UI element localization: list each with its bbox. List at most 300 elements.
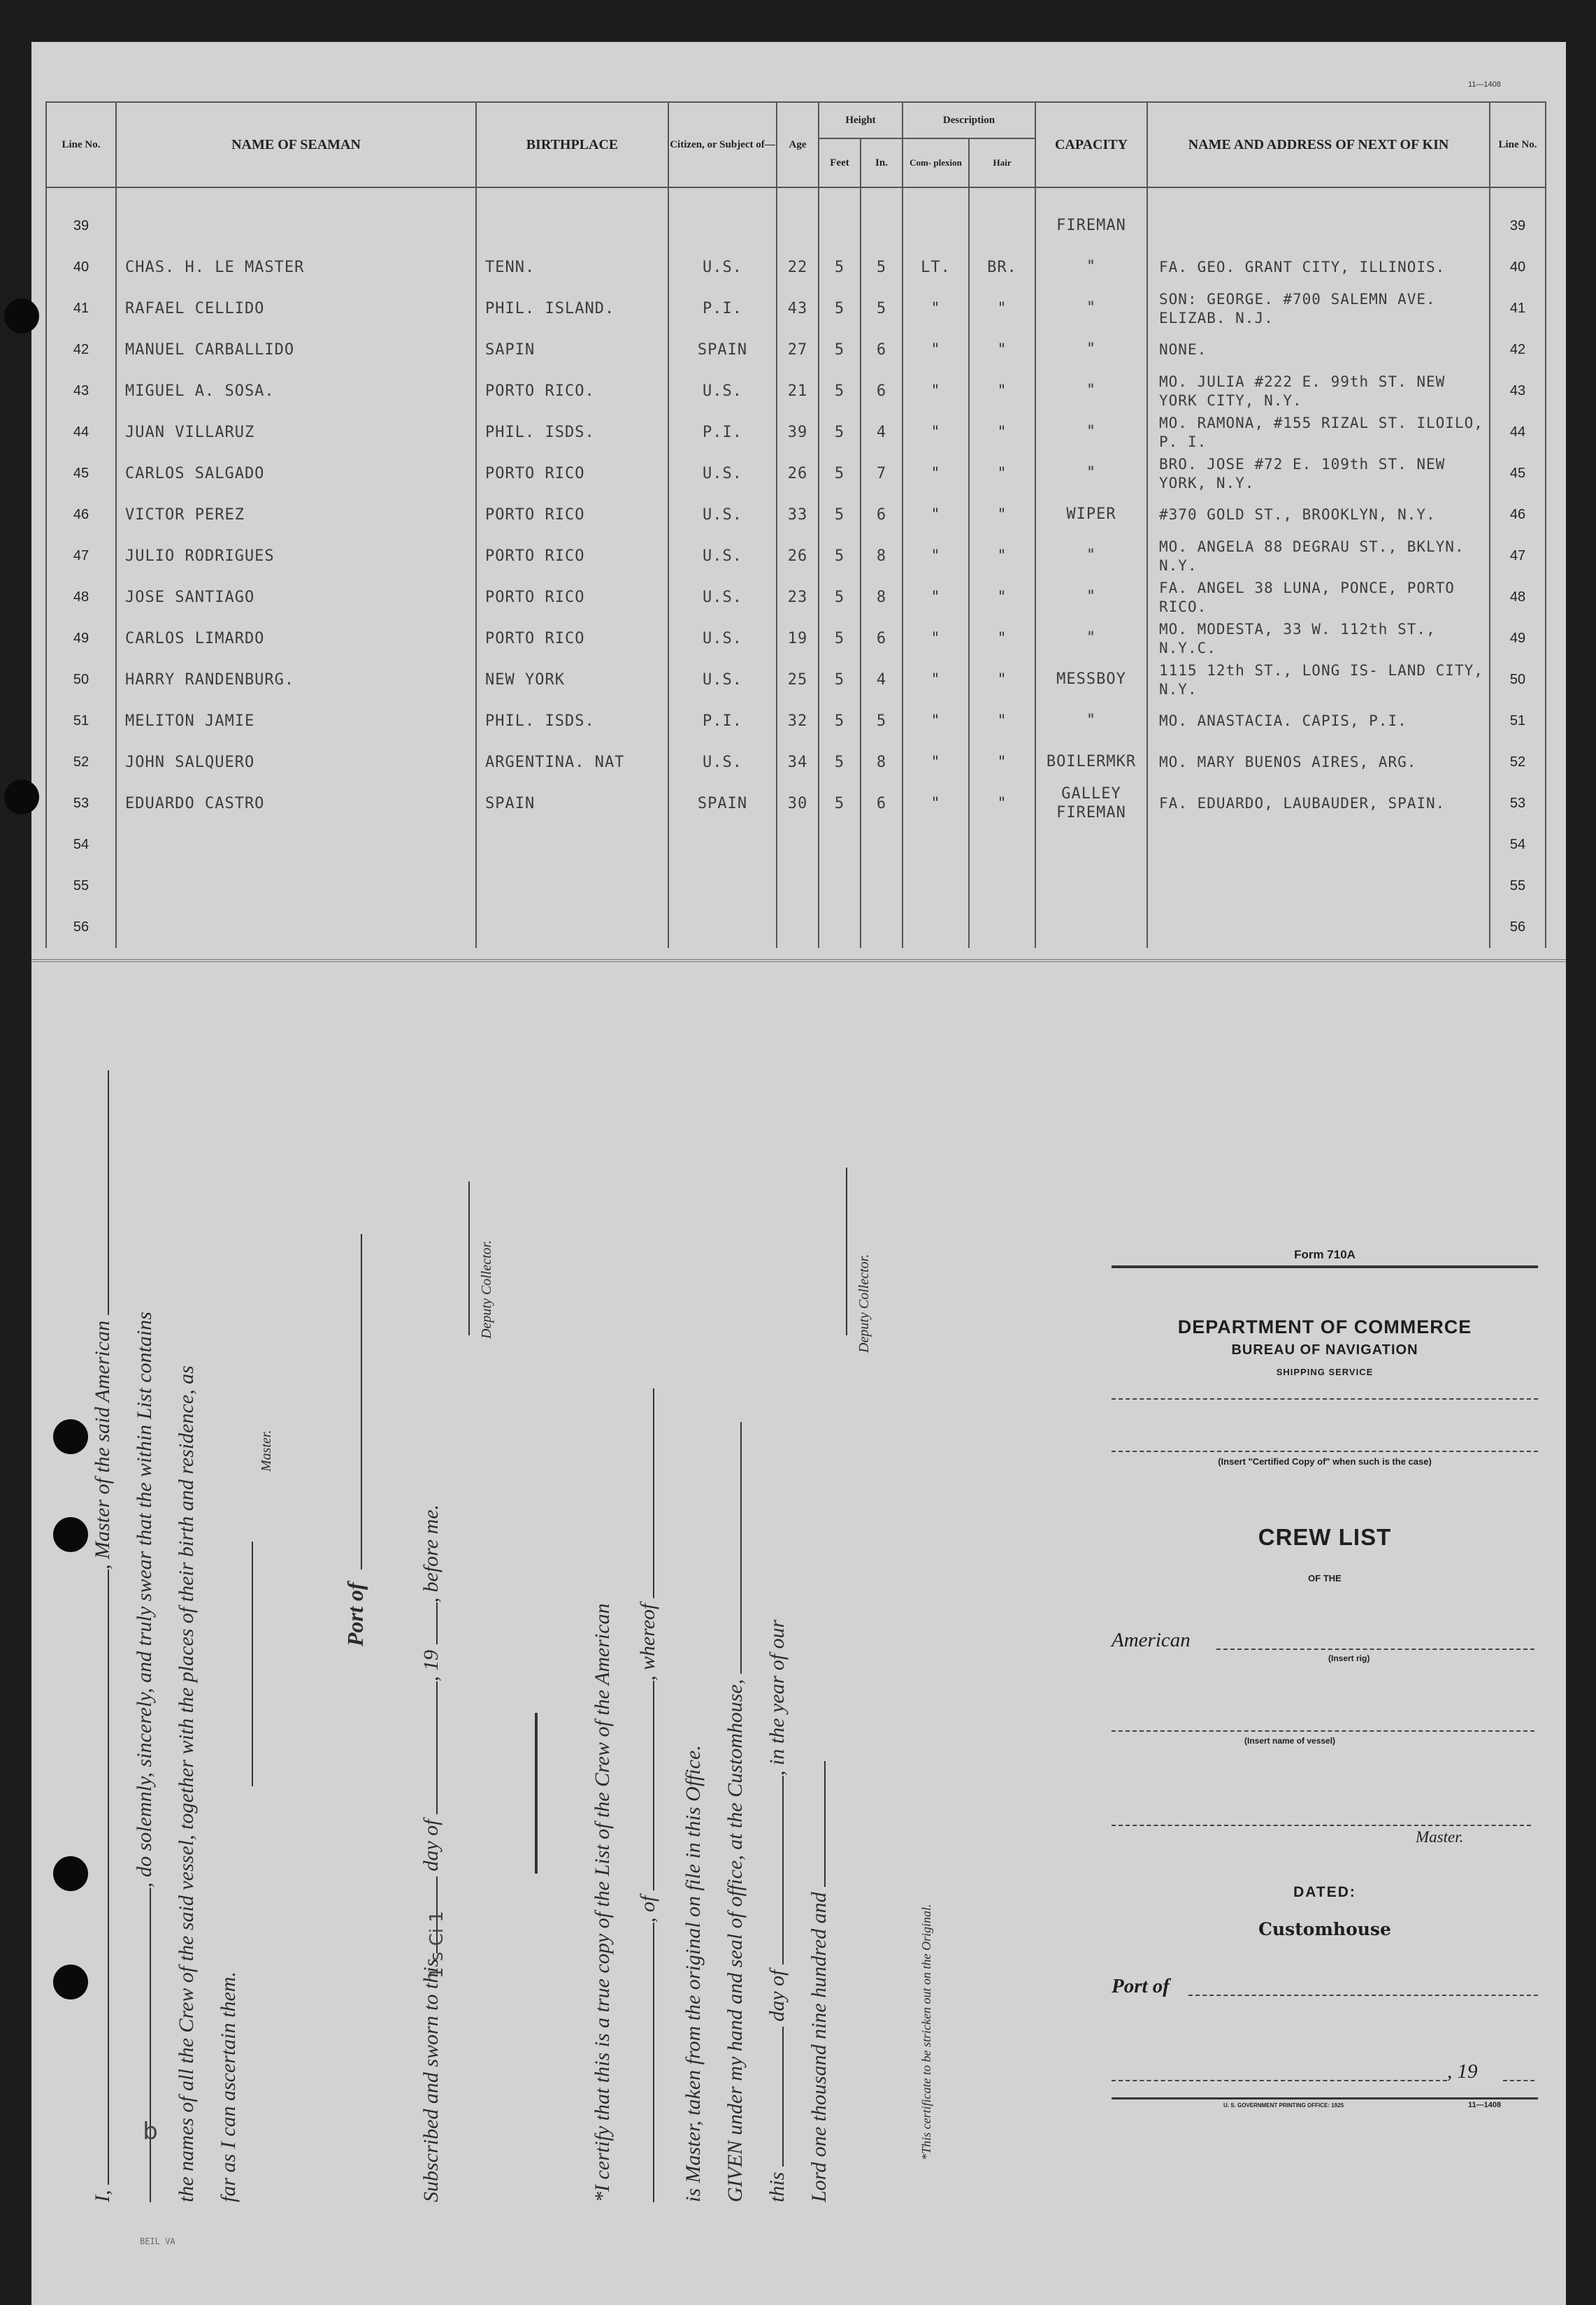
complexion: " <box>903 536 969 577</box>
master-label: Master. <box>259 1430 274 1472</box>
vessel-blank <box>108 1070 109 1315</box>
dated-label: DATED: <box>1293 1884 1356 1900</box>
height-inches: 5 <box>861 247 903 288</box>
age: 43 <box>777 288 819 329</box>
hair: " <box>969 494 1035 536</box>
table-row <box>46 536 1546 577</box>
header-hair: Hair <box>969 138 1035 187</box>
hair: " <box>969 371 1035 412</box>
hair: " <box>969 536 1035 577</box>
hair <box>969 907 1035 948</box>
table-row <box>46 783 1546 824</box>
line-number: 55 <box>46 866 116 907</box>
height-feet: 5 <box>819 329 861 371</box>
height-inches: 6 <box>861 371 903 412</box>
birthplace: SPAIN <box>476 783 668 824</box>
header-inches: In. <box>861 138 903 187</box>
next-of-kin: MO. ANASTACIA. CAPIS, P.I. <box>1147 701 1490 742</box>
capacity <box>1035 866 1147 907</box>
citizenship <box>668 206 777 247</box>
complexion <box>903 866 969 907</box>
height-inches: 4 <box>861 659 903 701</box>
table-row <box>46 494 1546 536</box>
next-of-kin: FA. ANGEL 38 LUNA, PONCE, PORTO RICO. <box>1147 577 1490 618</box>
height-inches: 6 <box>861 329 903 371</box>
hair: " <box>969 288 1035 329</box>
header-height: Height <box>819 102 903 138</box>
age: 30 <box>777 783 819 824</box>
complexion: " <box>903 329 969 371</box>
capacity: " <box>1035 453 1147 494</box>
height-inches: 8 <box>861 536 903 577</box>
seaman-name: RAFAEL CELLIDO <box>116 288 476 329</box>
table-row <box>46 824 1546 866</box>
citizenship: U.S. <box>668 247 777 288</box>
form-number-top: 11—1408 <box>1468 80 1501 89</box>
next-of-kin: FA. EDUARDO, LAUBAUDER, SPAIN. <box>1147 783 1490 824</box>
line-number-right: 41 <box>1490 288 1546 329</box>
next-of-kin: MO. RAMONA, #155 RIZAL ST. ILOILO, P. I. <box>1147 412 1490 453</box>
seaman-name: CARLOS SALGADO <box>116 453 476 494</box>
complexion: " <box>903 618 969 659</box>
year-blank-2 <box>824 1761 826 1887</box>
height-feet <box>819 824 861 866</box>
complexion: " <box>903 742 969 783</box>
table-row <box>46 577 1546 618</box>
form-number-bottom: 11—1408 <box>1468 2101 1502 2109</box>
line-number-right: 43 <box>1490 371 1546 412</box>
height-inches: 5 <box>861 701 903 742</box>
complexion: " <box>903 288 969 329</box>
birthplace: PORTO RICO <box>476 536 668 577</box>
header-feet: Feet <box>819 138 861 187</box>
line-number: 53 <box>46 783 116 824</box>
header-line-no-right: Line No. <box>1490 102 1546 187</box>
height-feet: 5 <box>819 577 861 618</box>
crew-table <box>45 101 1546 948</box>
table-row <box>46 206 1546 247</box>
height-feet: 5 <box>819 742 861 783</box>
capacity: FIREMAN <box>1035 206 1147 247</box>
port-blank <box>361 1234 362 1570</box>
line-number: 39 <box>46 206 116 247</box>
complexion <box>903 206 969 247</box>
master-name-blank-2 <box>653 1388 654 1598</box>
complexion: " <box>903 783 969 824</box>
birthplace: PORTO RICO <box>476 577 668 618</box>
next-of-kin: MO. MODESTA, 33 W. 112th ST., N.Y.C. <box>1147 618 1490 659</box>
line-number-right: 49 <box>1490 618 1546 659</box>
birthplace: PHIL. ISDS. <box>476 701 668 742</box>
complexion <box>903 824 969 866</box>
section-divider <box>31 959 1566 962</box>
citizenship: U.S. <box>668 371 777 412</box>
complexion: " <box>903 577 969 618</box>
next-of-kin: 1115 12th ST., LONG IS- LAND CITY, N.Y. <box>1147 659 1490 701</box>
bureau-title: BUREAU OF NAVIGATION <box>1231 1342 1418 1358</box>
header-next-of-kin: NAME AND ADDRESS OF NEXT OF KIN <box>1147 102 1490 187</box>
separator-rule <box>535 1713 538 1874</box>
this-day-line: this day of , in the year of our <box>765 1619 789 2202</box>
shipping-service: SHIPPING SERVICE <box>1276 1367 1374 1377</box>
age: 33 <box>777 494 819 536</box>
height-inches: 8 <box>861 577 903 618</box>
hair: " <box>969 577 1035 618</box>
header-description: Description <box>903 102 1035 138</box>
line-number-right: 46 <box>1490 494 1546 536</box>
port-line <box>1188 1995 1538 1996</box>
citizenship: U.S. <box>668 494 777 536</box>
hair: BR. <box>969 247 1035 288</box>
complexion <box>903 907 969 948</box>
birthplace: SAPIN <box>476 329 668 371</box>
seaman-name: JOHN SALQUERO <box>116 742 476 783</box>
table-row <box>46 371 1546 412</box>
hair: " <box>969 742 1035 783</box>
age: 23 <box>777 577 819 618</box>
table-row <box>46 701 1546 742</box>
oath-master-text: , Master of the said American <box>91 1320 114 1570</box>
height-inches <box>861 907 903 948</box>
birthplace: PORTO RICO <box>476 453 668 494</box>
citizenship: P.I. <box>668 412 777 453</box>
line-number: 52 <box>46 742 116 783</box>
header-age: Age <box>777 102 819 187</box>
port-blank-2 <box>653 1681 654 1890</box>
seaman-name: MANUEL CARBALLIDO <box>116 329 476 371</box>
punch-hole <box>4 299 39 333</box>
table-row <box>46 742 1546 783</box>
next-of-kin <box>1147 866 1490 907</box>
punch-hole <box>53 1965 88 1999</box>
year-line <box>1503 2080 1534 2081</box>
complexion: " <box>903 371 969 412</box>
port-of-panel-label: Port of <box>1112 1975 1170 1997</box>
punch-hole <box>53 1856 88 1891</box>
complexion: " <box>903 412 969 453</box>
capacity: " <box>1035 618 1147 659</box>
age: 21 <box>777 371 819 412</box>
gpo-imprint: U. S. GOVERNMENT PRINTING OFFICE: 1925 <box>1223 2102 1344 2109</box>
cert-copy-line-2 <box>1112 1451 1538 1452</box>
oath-i: I, <box>91 2190 114 2202</box>
crew-table-body <box>46 187 1546 948</box>
lord-line: Lord one thousand nine hundred and <box>807 1761 831 2202</box>
table-row <box>46 412 1546 453</box>
height-feet: 5 <box>819 453 861 494</box>
complexion: " <box>903 453 969 494</box>
age: 26 <box>777 453 819 494</box>
citizenship <box>668 907 777 948</box>
seaman-name: CARLOS LIMARDO <box>116 618 476 659</box>
panel-bottom-rule <box>1112 2097 1538 2099</box>
line-number: 54 <box>46 824 116 866</box>
hair: " <box>969 659 1035 701</box>
handwritten-scribble: 1 s Ci 1 <box>426 1911 447 1979</box>
age: 27 <box>777 329 819 371</box>
table-row <box>46 618 1546 659</box>
cert-copy-line-1 <box>1112 1398 1538 1400</box>
back-panel <box>1112 1248 1538 2129</box>
birthplace: PHIL. ISDS. <box>476 412 668 453</box>
height-inches: 4 <box>861 412 903 453</box>
next-of-kin: MO. JULIA #222 E. 99th ST. NEW YORK CITY, N.Y. <box>1147 371 1490 412</box>
certificate-footnote: *This certificate to be stricken out on the Original. <box>919 1904 933 2160</box>
line-number-right: 52 <box>1490 742 1546 783</box>
height-inches: 6 <box>861 494 903 536</box>
header-line-no: Line No. <box>46 102 116 187</box>
line-number-right: 53 <box>1490 783 1546 824</box>
complexion: LT. <box>903 247 969 288</box>
oath-line-3: the names of all the Crew of the said vessel, together with the places of their birth and residence, as <box>175 1365 198 2202</box>
seaman-name: JUAN VILLARUZ <box>116 412 476 453</box>
citizenship: U.S. <box>668 659 777 701</box>
birthplace: PORTO RICO <box>476 494 668 536</box>
month-blank <box>436 1681 438 1814</box>
nineteen-label: , 19 <box>1447 2060 1478 2083</box>
height-inches: 6 <box>861 783 903 824</box>
insert-rig-note: (Insert rig) <box>1328 1653 1370 1663</box>
age <box>777 866 819 907</box>
header-name-of-seaman: NAME OF SEAMAN <box>116 102 476 187</box>
table-row <box>46 866 1546 907</box>
birthplace <box>476 824 668 866</box>
table-row <box>46 329 1546 371</box>
punch-hole <box>53 1517 88 1552</box>
height-inches <box>861 824 903 866</box>
collector-signature-line-1 <box>468 1182 470 1335</box>
hair <box>969 866 1035 907</box>
header-complexion: Com- plexion <box>903 138 969 187</box>
given-line: GIVEN under my hand and seal of office, at the Customhouse, <box>724 1422 747 2202</box>
line-number: 49 <box>46 618 116 659</box>
capacity: " <box>1035 577 1147 618</box>
table-row <box>46 659 1546 701</box>
header-birthplace: BIRTHPLACE <box>476 102 668 187</box>
capacity: BOILERMKR <box>1035 742 1147 783</box>
capacity: " <box>1035 247 1147 288</box>
height-feet: 5 <box>819 494 861 536</box>
complexion: " <box>903 494 969 536</box>
handwritten-mark: b <box>143 2118 158 2146</box>
punch-hole <box>4 780 39 814</box>
capacity <box>1035 824 1147 866</box>
complexion: " <box>903 701 969 742</box>
age: 25 <box>777 659 819 701</box>
age: 19 <box>777 618 819 659</box>
next-of-kin: MO. MARY BUENOS AIRES, ARG. <box>1147 742 1490 783</box>
table-row <box>46 247 1546 288</box>
line-number: 43 <box>46 371 116 412</box>
line-number-right: 42 <box>1490 329 1546 371</box>
height-feet <box>819 206 861 247</box>
hair: " <box>969 618 1035 659</box>
age: 39 <box>777 412 819 453</box>
capacity: MESSBOY <box>1035 659 1147 701</box>
seaman-name: JOSE SANTIAGO <box>116 577 476 618</box>
year-blank <box>436 1602 438 1644</box>
age <box>777 907 819 948</box>
capacity: GALLEY FIREMAN <box>1035 783 1147 824</box>
rig-line <box>1216 1649 1534 1650</box>
line-number-right: 44 <box>1490 412 1546 453</box>
hair: " <box>969 329 1035 371</box>
certified-copy-note: (Insert "Certified Copy of" when such is the case) <box>1218 1456 1432 1467</box>
customhouse-label: Customhouse <box>1258 1919 1391 1939</box>
vessel-name-blank-2 <box>653 1923 654 2202</box>
seaman-name <box>116 824 476 866</box>
height-feet: 5 <box>819 536 861 577</box>
line-number: 41 <box>46 288 116 329</box>
line-number: 40 <box>46 247 116 288</box>
age <box>777 206 819 247</box>
hair <box>969 206 1035 247</box>
crew-list-page <box>31 42 1566 2305</box>
height-inches: 7 <box>861 453 903 494</box>
table-row <box>46 907 1546 948</box>
american-label: American <box>1112 1629 1191 1651</box>
capacity: " <box>1035 701 1147 742</box>
hair: " <box>969 701 1035 742</box>
line-number-right: 45 <box>1490 453 1546 494</box>
next-of-kin <box>1147 824 1490 866</box>
table-row <box>46 288 1546 329</box>
next-of-kin: NONE. <box>1147 329 1490 371</box>
height-feet: 5 <box>819 618 861 659</box>
table-row <box>46 453 1546 494</box>
next-of-kin: MO. ANGELA 88 DEGRAU ST., BKLYN. N.Y. <box>1147 536 1490 577</box>
master-line <box>1112 1825 1531 1826</box>
line-number-right: 47 <box>1490 536 1546 577</box>
capacity: " <box>1035 329 1147 371</box>
citizenship: SPAIN <box>668 783 777 824</box>
next-of-kin <box>1147 907 1490 948</box>
height-feet <box>819 866 861 907</box>
deputy-collector-label-2: Deputy Collector. <box>856 1254 872 1353</box>
capacity: " <box>1035 412 1147 453</box>
complexion: " <box>903 659 969 701</box>
height-inches: 8 <box>861 742 903 783</box>
line-number-right: 55 <box>1490 866 1546 907</box>
citizenship: SPAIN <box>668 329 777 371</box>
birthplace: PORTO RICO <box>476 618 668 659</box>
next-of-kin: FA. GEO. GRANT CITY, ILLINOIS. <box>1147 247 1490 288</box>
master-panel-label: Master. <box>1416 1828 1464 1846</box>
table-spacer-row <box>46 187 1546 206</box>
height-inches <box>861 866 903 907</box>
height-feet: 5 <box>819 371 861 412</box>
of-the-label: OF THE <box>1308 1573 1342 1584</box>
deputy-collector-label-1: Deputy Collector. <box>479 1240 494 1339</box>
vessel-name-line <box>1112 1730 1534 1732</box>
header-capacity: CAPACITY <box>1035 102 1147 187</box>
collector-signature-line-2 <box>846 1168 847 1335</box>
line-number-right: 50 <box>1490 659 1546 701</box>
line-number: 51 <box>46 701 116 742</box>
birthplace: NEW YORK <box>476 659 668 701</box>
citizenship: P.I. <box>668 701 777 742</box>
line-number-right: 51 <box>1490 701 1546 742</box>
punch-hole <box>53 1419 88 1454</box>
birthplace <box>476 907 668 948</box>
next-of-kin: BRO. JOSE #72 E. 109th ST. NEW YORK, N.Y. <box>1147 453 1490 494</box>
capacity <box>1035 907 1147 948</box>
age <box>777 824 819 866</box>
hair: " <box>969 783 1035 824</box>
hair: " <box>969 453 1035 494</box>
birthplace: PORTO RICO. <box>476 371 668 412</box>
height-feet: 5 <box>819 659 861 701</box>
line-number: 56 <box>46 907 116 948</box>
birthplace <box>476 206 668 247</box>
hair <box>969 824 1035 866</box>
seaman-name <box>116 907 476 948</box>
line-number-right: 39 <box>1490 206 1546 247</box>
seaman-name <box>116 866 476 907</box>
month-blank-2 <box>782 1776 784 1965</box>
line-number: 48 <box>46 577 116 618</box>
oath-line-4: far as I can ascertain them. <box>217 1972 240 2202</box>
citizenship: U.S. <box>668 577 777 618</box>
height-feet: 5 <box>819 783 861 824</box>
citizenship: P.I. <box>668 288 777 329</box>
seaman-name: VICTOR PEREZ <box>116 494 476 536</box>
line-number: 46 <box>46 494 116 536</box>
citizenship <box>668 824 777 866</box>
seaman-name: HARRY RANDENBURG. <box>116 659 476 701</box>
rig-blank <box>150 1888 151 2202</box>
next-of-kin <box>1147 206 1490 247</box>
seaman-name: MIGUEL A. SOSA. <box>116 371 476 412</box>
line-number: 50 <box>46 659 116 701</box>
oath-section <box>91 1154 1035 2202</box>
height-feet: 5 <box>819 247 861 288</box>
subscribed-line: Subscribed and sworn to this day of , 19 , before me. <box>419 1504 443 2202</box>
line-number-right: 54 <box>1490 824 1546 866</box>
seaman-name: MELITON JAMIE <box>116 701 476 742</box>
day-blank-2 <box>782 2027 784 2167</box>
panel-top-rule <box>1112 1265 1538 1268</box>
line-number-right: 40 <box>1490 247 1546 288</box>
birthplace: ARGENTINA. NAT <box>476 742 668 783</box>
birthplace: PHIL. ISLAND. <box>476 288 668 329</box>
department-title: DEPARTMENT OF COMMERCE <box>1177 1316 1472 1337</box>
date-line <box>1112 2080 1447 2081</box>
master-name-blank <box>108 1570 109 2185</box>
citizenship: U.S. <box>668 618 777 659</box>
next-of-kin: SON: GEORGE. #700 SALEMN AVE. ELIZAB. N.J. <box>1147 288 1490 329</box>
citizenship: U.S. <box>668 742 777 783</box>
capacity: " <box>1035 536 1147 577</box>
certify-line: *I certify that this is a true copy of the List of the Crew of the American <box>591 1603 614 2202</box>
age: 22 <box>777 247 819 288</box>
line-number: 42 <box>46 329 116 371</box>
citizenship <box>668 866 777 907</box>
line-number-right: 48 <box>1490 577 1546 618</box>
birthplace: TENN. <box>476 247 668 288</box>
age: 26 <box>777 536 819 577</box>
line-number: 47 <box>46 536 116 577</box>
port-of-label: Port of <box>343 1582 368 1646</box>
height-feet: 5 <box>819 412 861 453</box>
form-710a: Form 710A <box>1294 1248 1356 1261</box>
seaman-name <box>116 206 476 247</box>
age: 32 <box>777 701 819 742</box>
citizenship: U.S. <box>668 453 777 494</box>
capacity: " <box>1035 288 1147 329</box>
age: 34 <box>777 742 819 783</box>
line-number-right: 56 <box>1490 907 1546 948</box>
